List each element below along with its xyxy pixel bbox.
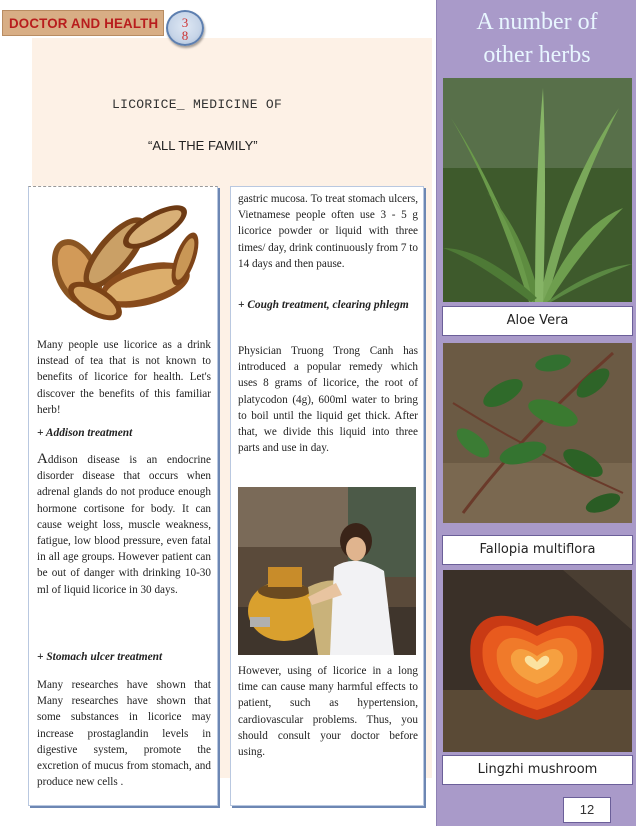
herb-label-lingzhi: Lingzhi mushroom: [442, 755, 633, 785]
col1-stomach: Many researches have shown that Many researches have shown that some substances in licorice may increase prostaglandin levels in digestive system, promote the excretion of mucus from stomach, and produce new cells .: [37, 679, 211, 789]
section-tag: [2, 10, 164, 36]
page-number: 12: [563, 797, 611, 823]
article-title: LICORICE_ MEDICINE OF: [112, 97, 283, 112]
col1-intro: Many people use licorice as a drink instead of tea that is not known to benefits of licorice for health. Let's discover the benefits of this familiar herb!: [37, 339, 211, 416]
licorice-root-photo: [35, 193, 211, 327]
sidebar: [436, 0, 636, 826]
article-column-2: [230, 186, 424, 806]
issue-badge: [166, 10, 204, 46]
col2-stomach-continued: gastric mucosa. To treat stomach ulcers, Vietnamese people often use 3 - 5 g licorice powder or liquid with three times/ day, drink continuously from 7 to 14 days and then pause.: [238, 193, 418, 270]
cooking-licorice-photo: [238, 487, 416, 655]
addison-drop-cap: A: [37, 451, 48, 467]
addison-heading: + Addison treatment: [37, 427, 133, 439]
section-tag-label: DOCTOR AND HEALTH: [9, 15, 159, 31]
lingzhi-photo: [443, 570, 632, 752]
aloe-vera-photo: [443, 78, 632, 302]
fallopia-photo: [443, 343, 632, 523]
col1-addison: [37, 451, 211, 598]
addison-text: ddison disease is an endocrine disorder disease that occurs when adrenal glands do not produce enough hormone cortisone for body. It can cause weight loss, muscle weakness, fatigue, low blood pressure, even fatal in all age groups. However patient can be out of danger with drinking 10-30 ml of liquid licorice in 30 days.: [37, 454, 211, 596]
herb-label-fallopia: Fallopia multiflora: [442, 535, 633, 565]
article-subtitle: “ALL THE FAMILY”: [148, 138, 258, 153]
issue-badge-text: 3 8: [181, 15, 189, 43]
cough-heading: + Cough treatment, clearing phlegm: [238, 299, 409, 311]
col2-cough: Physician Truong Trong Canh has introduced a popular remedy which uses 8 grams of licorice, the root of platycodon (4g), 600ml water to bring to boil until the liquid get thick. After that, we divide this liquid into three parts and use in day.: [238, 345, 418, 455]
herb-label-aloe-vera: Aloe Vera: [442, 306, 633, 336]
sidebar-title: A number of other herbs: [476, 9, 598, 68]
col2-warning: However, using of licorice in a long time can cause many harmful effects to patient, such as hypertension, cardiovascular problems. Thus, you should consult your doctor before using.: [238, 665, 418, 759]
article-column-1: [28, 186, 218, 806]
stomach-heading: + Stomach ulcer treatment: [37, 651, 163, 663]
